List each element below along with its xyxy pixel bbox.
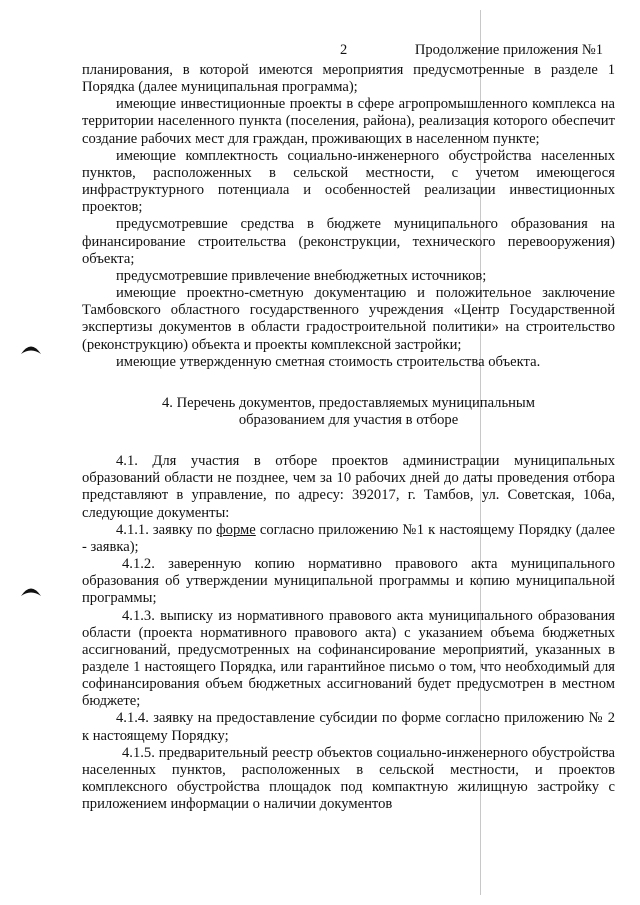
list-item: 4.1.3. выписку из нормативного правового акта муниципального образования области (проекта нормативного правового акта) с указанием объема бюджетных ассигнований, предусмотренных на софинансирование мероприятий, указанных в разделе 1 настоящего Порядка, или гарантийное письмо о том, что необходимый для софинансирования объем бюджетных ассигнований будет предусмотрен в местном бюджете; <box>82 607 615 710</box>
page-header <box>0 42 640 60</box>
section-heading: 4. Перечень документов, предоставляемых муниципальным образованием для участия в отборе <box>162 394 535 428</box>
paragraph: планирования, в которой имеются мероприятия предусмотренные в разделе 1 Порядка (далее муниципальная программа); <box>82 62 615 96</box>
paragraph: предусмотревшие средства в бюджете муниципального образования на финансирование строительства (реконструкции, технического перевооружения) объекта; <box>82 216 615 267</box>
paragraph: имеющие инвестиционные проекты в сфере агропромышленного комплекса на территории населенного пункта (поселения, района), реализация которого обеспечит создание рабочих мест для граждан, проживающих в населенном пункте; <box>82 96 615 147</box>
punch-hole-mark <box>20 343 42 355</box>
list-item <box>82 522 615 556</box>
list-item: 4.1.2. заверенную копию нормативно правового акта муниципального образования об утверждении муниципальной программы и копию муниципальной программы; <box>82 556 615 607</box>
list-item: 4.1. Для участия в отборе проектов администрации муниципальных образований области не позднее, чем за 10 рабочих дней до даты проведения отбора представляют в управление, по адресу: 392017, г. Тамбов, ул. Советская, 106а, следующие документы: <box>82 453 615 521</box>
paragraph: имеющие проектно-сметную документацию и положительное заключение Тамбовского областного государственного учреждения «Центр Государственной экспертизы документов в области градостроительной политики» на строительство (реконструкцию) объекта и проекты комплексной застройки; <box>82 285 615 353</box>
paragraph: предусмотревшие привлечение внебюджетных источников; <box>116 267 487 284</box>
punch-hole-mark <box>20 585 42 597</box>
paragraph: имеющие комплектность социально-инженерного обустройства населенных пунктов, расположенных в сельской местности, с учетом имеющегося инфраструктурного потенциала и особенностей реализации инвестиционных проектов; <box>82 147 615 216</box>
form-link[interactable]: форме <box>216 521 256 538</box>
page-number: 2 <box>340 42 348 58</box>
paragraph: имеющие утвержденную сметная стоимость строительства объекта. <box>116 353 541 370</box>
list-item-text: согласно приложению №1 к настоящему Порядку (далее - заявка); <box>82 521 615 555</box>
list-item: 4.1.5. предварительный реестр объектов социально-инженерного обустройства населенных пунктов, расположенных в сельской местности, и проектов комплексного обустройства площадок под компактную жилищную застройку с приложением информации о наличии документов <box>82 744 615 813</box>
list-item-text: 4.1.1. заявку по <box>116 521 217 538</box>
document-body <box>82 62 615 813</box>
header-title: Продолжение приложения №1 <box>414 42 603 58</box>
list-item: 4.1.4. заявку на предоставление субсидии по форме согласно приложению № 2 к настоящему Порядку; <box>82 710 615 744</box>
